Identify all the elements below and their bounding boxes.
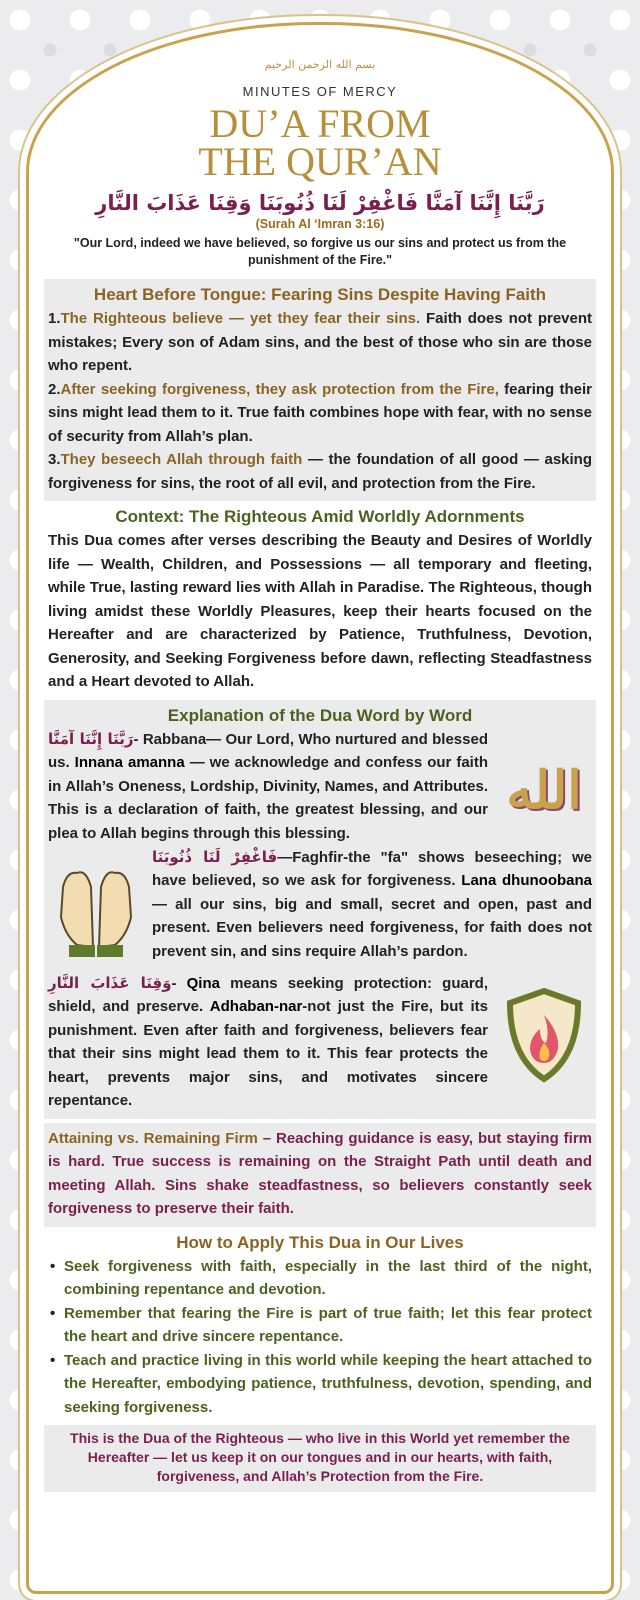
list-item: • Teach and practice living in this world while keeping the heart attached to the Hereafter, embodying patience, truthfulness, devotion, spending, and seeking forgiveness. <box>48 1349 592 1420</box>
fire-shield-icon <box>496 980 592 1090</box>
section-heading: How to Apply This Dua in Our Lives <box>176 1232 464 1252</box>
closing-message: This is the Dua of the Righteous — who live in this World yet remember the Hereafter — let us keep it on our tongues and in our hearts, with faith, forgiveness, and Allah’s Protection from the Fire. <box>44 1425 596 1492</box>
section-explanation <box>44 700 596 1119</box>
point: 3.They beseech Allah through faith — the foundation of all good — asking forgiveness for sins, the root of all evil, and protection from the Fire. <box>48 451 592 492</box>
poster-content <box>44 58 596 1492</box>
praying-hands-icon <box>48 852 144 972</box>
paragraph-qina: وَقِنَا عَذَابَ النَّارِ- Qina means seeking protection: guard, shield, and preserve. Adhaban-nar-not just the Fire, but its punishment. Even after faith and forgiveness, believers fear that their sins might lead them to it. This fear protects the heart, prevents major sins, and motivates sincere repentance. <box>48 972 592 1113</box>
kicker: MINUTES OF MERCY <box>242 84 398 99</box>
point: 1.The Righteous believe — yet they fear their sins. Faith does not prevent mistakes; Every son of Adam sins, and the best of those who sin are those who repent. <box>48 310 592 374</box>
paragraph-rabbana: الله رَبَّنَا إِنَّنَا آمَنَّا- Rabbana— Our Lord, Who nurtured and blessed us. Innana amanna — we acknowledge and confess our faith in Allah’s Oneness, Lordship, Divinity, Names, and Attributes. This is a declaration of faith, the greatest blessing, and our plea to Allah begins through this blessing. <box>48 728 592 846</box>
title-line-1: DU’A FROM <box>209 101 431 146</box>
page-title <box>44 101 596 184</box>
section-heart-before-tongue <box>44 279 596 501</box>
section-body: This Dua comes after verses describing the Beauty and Desires of Worldly life — Wealth, Children, and Possessions — all temporary and fleeting, while True, lasting reward lies with Allah in Paradise. The Righteous, though living amidst these Worldly Pleasures, keep their hearts focused on the Hereafter and are characterized by Patience, Truthfulness, Devotion, Generosity, and Seeking Forgiveness before dawn, reflecting Steadfastness and a Heart devoted to Allah. <box>48 532 592 690</box>
paragraph-faghfir: فَاغْفِرْ لَنَا ذُنُوبَنَا—Faghfir-the "fa" shows beseeching; we have believed, so we ask for forgiveness. Lana dhunoobana — all our sins, big and small, secret and open, past and present. Even believers need forgiveness, for faith does not prevent sin, and sins require Allah’s pardon. <box>48 846 592 964</box>
section-heading: Explanation of the Dua Word by Word <box>167 705 473 725</box>
bismillah-calligraphy: بسم الله الرحمن الرحيم <box>264 58 376 71</box>
verse-reference: (Surah Al ‘Imran 3:16) <box>255 217 385 231</box>
point: 2.After seeking forgiveness, they ask protection from the Fire, fearing their sins might lead them to it. True faith combines hope with fear, with no sense of security from Allah’s plan. <box>48 380 592 445</box>
section-heading: Heart Before Tongue: Fearing Sins Despite Having Faith <box>93 285 547 304</box>
section-body: – Reaching guidance is easy, but staying firm is hard. True success is remaining on the Straight Path until death and meeting Allah. Sins shake steadfastness, so believers constantly seek forgiveness to preserve their faith. <box>48 1129 592 1217</box>
title-line-2: THE QUR’AN <box>198 139 442 184</box>
section-how-to-apply <box>44 1227 596 1426</box>
section-attaining-vs-remaining <box>44 1123 596 1227</box>
list-item: • Seek forgiveness with faith, especially in the last third of the night, combining repentance and devotion. <box>48 1255 592 1302</box>
allah-calligraphy-icon: الله <box>506 759 582 821</box>
arabic-verse: رَبَّنَا إِنَّنَا آمَنَّا فَاغْفِرْ لَنَا ذُنُوبَنَا وَقِنَا عَذَابَ النَّارِ <box>95 191 545 215</box>
verse-translation: "Our Lord, indeed we have believed, so forgive us our sins and protect us from the punishment of the Fire." <box>73 236 567 267</box>
apply-list <box>48 1255 592 1420</box>
section-heading: Context: The Righteous Amid Worldly Adornments <box>115 507 525 526</box>
list-item: • Remember that fearing the Fire is part of true faith; let this fear protect the heart and drive sincere repentance. <box>48 1302 592 1349</box>
section-context <box>44 501 596 700</box>
header <box>44 58 596 269</box>
section-lead: Attaining vs. Remaining Firm <box>48 1129 258 1147</box>
